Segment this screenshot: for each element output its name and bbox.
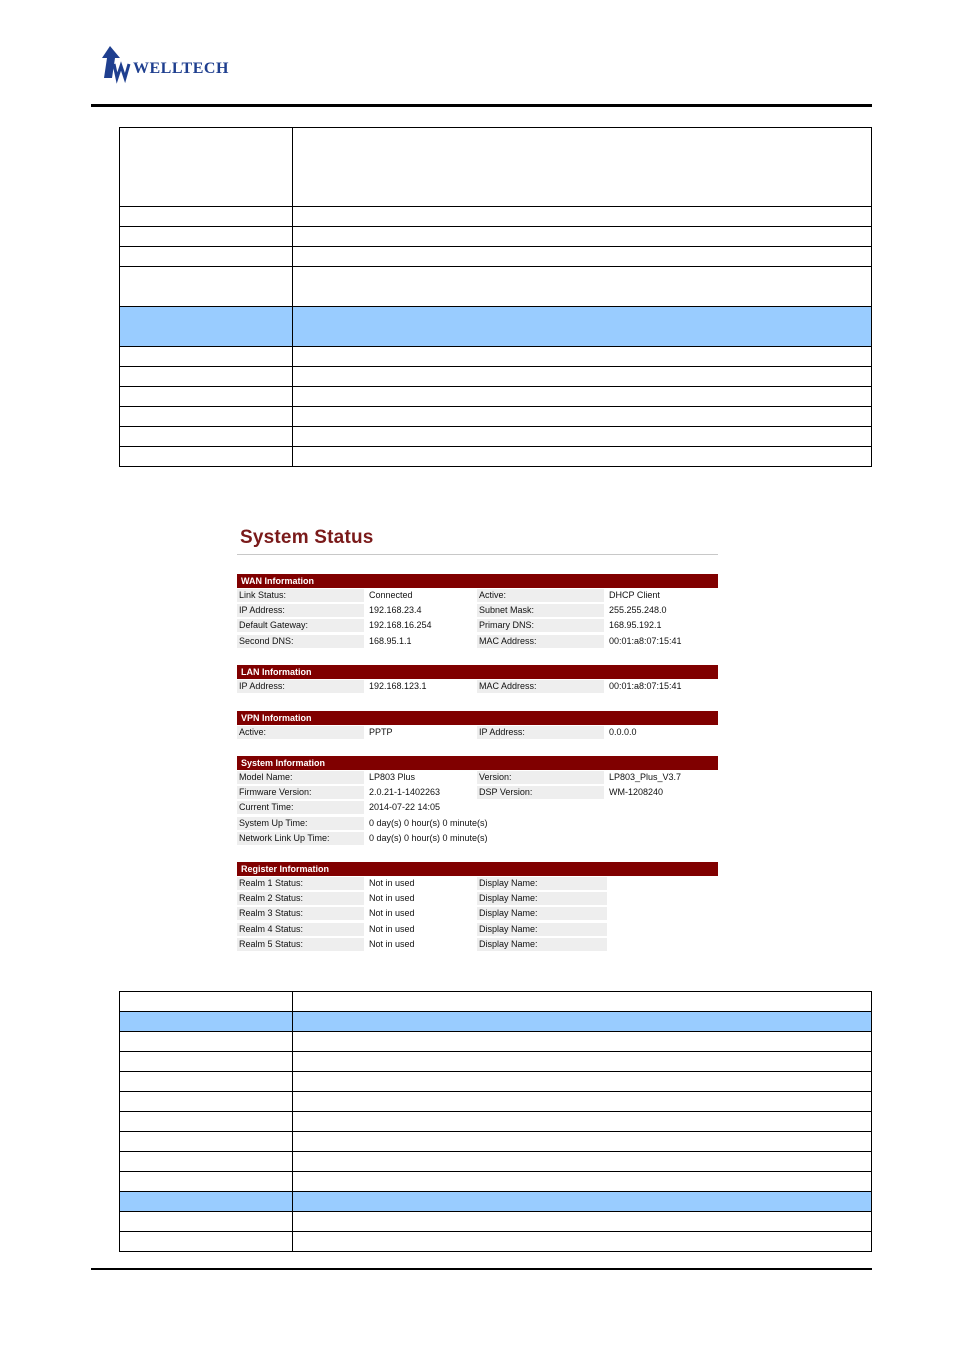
table-row bbox=[120, 1152, 872, 1172]
title-divider bbox=[237, 554, 718, 555]
field-label: Realm 3 Status: bbox=[237, 907, 364, 920]
field-value: 0 day(s) 0 hour(s) 0 minute(s) bbox=[369, 832, 488, 843]
table-row bbox=[237, 770, 718, 785]
register-information-section bbox=[237, 862, 718, 952]
field-value: 192.168.23.4 bbox=[369, 605, 422, 616]
settings-table-top bbox=[119, 127, 872, 467]
page-title: System Status bbox=[240, 527, 374, 548]
table-row bbox=[237, 922, 718, 937]
field-value: 255.255.248.0 bbox=[609, 605, 667, 616]
table-row bbox=[120, 1072, 872, 1092]
field-label: MAC Address: bbox=[477, 680, 604, 693]
logo-text: WELLTECH bbox=[133, 60, 229, 77]
footer-rule bbox=[91, 1268, 872, 1270]
table-row bbox=[120, 1052, 872, 1072]
table-row bbox=[237, 634, 718, 649]
field-label: Link Status: bbox=[237, 589, 364, 602]
welltech-logo bbox=[100, 44, 250, 84]
field-label: Realm 2 Status: bbox=[237, 892, 364, 905]
table-row bbox=[120, 992, 872, 1012]
table-row bbox=[120, 367, 872, 387]
field-value: Not in used bbox=[369, 878, 415, 888]
field-label: Primary DNS: bbox=[477, 619, 604, 632]
table-row bbox=[120, 1092, 872, 1112]
field-label: Display Name: bbox=[477, 923, 607, 936]
table-row bbox=[237, 876, 718, 891]
field-value: PPTP bbox=[369, 727, 393, 737]
field-label: Model Name: bbox=[237, 771, 364, 784]
field-label: Current Time: bbox=[237, 801, 364, 814]
table-row-highlight bbox=[120, 1012, 872, 1032]
table-row bbox=[237, 588, 718, 603]
field-label: Display Name: bbox=[477, 877, 607, 890]
wan-information-section bbox=[237, 574, 718, 649]
table-row bbox=[120, 227, 872, 247]
table-row bbox=[120, 407, 872, 427]
table-row bbox=[237, 618, 718, 633]
table-row bbox=[237, 937, 718, 952]
field-value bbox=[607, 877, 609, 890]
table-row bbox=[120, 1112, 872, 1132]
field-value: LP803 Plus bbox=[369, 772, 416, 782]
field-label: DSP Version: bbox=[477, 786, 604, 799]
table-row bbox=[120, 1232, 872, 1252]
field-label: IP Address: bbox=[237, 604, 364, 617]
field-value: DHCP Client bbox=[609, 590, 660, 600]
field-value: 2014-07-22 14:05 bbox=[369, 802, 441, 813]
section-header: LAN Information bbox=[237, 665, 718, 679]
field-label: Realm 1 Status: bbox=[237, 877, 364, 890]
field-value: LP803_Plus_V3.7 bbox=[609, 772, 682, 782]
field-label: Second DNS: bbox=[237, 635, 364, 648]
table-row bbox=[237, 816, 718, 831]
table-row bbox=[237, 679, 718, 694]
table-row bbox=[120, 267, 872, 307]
field-label: System Up Time: bbox=[237, 817, 364, 830]
field-value: 168.95.1.1 bbox=[369, 635, 412, 646]
lan-information-section bbox=[237, 665, 718, 694]
field-value: Not in used bbox=[369, 893, 415, 904]
field-label: IP Address: bbox=[477, 726, 604, 739]
field-label: Realm 5 Status: bbox=[237, 938, 364, 951]
table-row bbox=[237, 831, 718, 846]
field-value: 00:01:a8:07:15:41 bbox=[609, 681, 682, 691]
table-row bbox=[120, 427, 872, 447]
field-value bbox=[607, 923, 609, 936]
field-value: 192.168.16.254 bbox=[369, 620, 432, 631]
section-header: Register Information bbox=[237, 862, 718, 876]
field-value: Not in used bbox=[369, 908, 415, 919]
system-status-panel bbox=[237, 524, 718, 555]
table-row-highlight bbox=[120, 307, 872, 347]
field-label: Display Name: bbox=[477, 938, 607, 951]
field-label: Network Link Up Time: bbox=[237, 832, 364, 845]
table-row bbox=[120, 128, 872, 207]
field-value bbox=[607, 892, 609, 905]
table-row bbox=[237, 800, 718, 815]
field-label: Firmware Version: bbox=[237, 786, 364, 799]
field-label: Default Gateway: bbox=[237, 619, 364, 632]
settings-table-bottom bbox=[119, 991, 872, 1252]
field-value: Not in used bbox=[369, 923, 415, 934]
field-label: Active: bbox=[477, 589, 604, 602]
field-value bbox=[607, 907, 609, 920]
field-label: Display Name: bbox=[477, 892, 607, 905]
field-value: WM-1208240 bbox=[609, 787, 664, 798]
table-row bbox=[237, 603, 718, 618]
field-value: 168.95.192.1 bbox=[609, 620, 662, 631]
field-value: 0.0.0.0 bbox=[609, 727, 637, 737]
table-row bbox=[120, 207, 872, 227]
section-header: System Information bbox=[237, 756, 718, 770]
vpn-information-section bbox=[237, 711, 718, 740]
table-row bbox=[120, 387, 872, 407]
header-rule bbox=[91, 104, 872, 107]
field-value: Connected bbox=[369, 590, 413, 600]
table-row bbox=[120, 1132, 872, 1152]
table-row bbox=[120, 247, 872, 267]
table-row bbox=[120, 447, 872, 467]
field-value: 192.168.123.1 bbox=[369, 681, 427, 691]
section-header: WAN Information bbox=[237, 574, 718, 588]
section-header: VPN Information bbox=[237, 711, 718, 725]
field-label: Version: bbox=[477, 771, 604, 784]
field-value bbox=[607, 938, 609, 951]
system-information-section bbox=[237, 756, 718, 846]
table-row bbox=[237, 725, 718, 740]
field-label: Realm 4 Status: bbox=[237, 923, 364, 936]
table-row bbox=[120, 1212, 872, 1232]
table-row bbox=[120, 1032, 872, 1052]
field-value: 0 day(s) 0 hour(s) 0 minute(s) bbox=[369, 817, 488, 828]
table-row bbox=[237, 906, 718, 921]
field-label: Display Name: bbox=[477, 907, 607, 920]
field-label: Active: bbox=[237, 726, 364, 739]
table-row bbox=[120, 1172, 872, 1192]
field-value: Not in used bbox=[369, 938, 415, 949]
field-label: MAC Address: bbox=[477, 635, 604, 648]
field-label: IP Address: bbox=[237, 680, 364, 693]
field-value: 00:01:a8:07:15:41 bbox=[609, 635, 682, 646]
table-row bbox=[120, 347, 872, 367]
table-row bbox=[237, 785, 718, 800]
field-label: Subnet Mask: bbox=[477, 604, 604, 617]
table-row-highlight bbox=[120, 1192, 872, 1212]
field-value: 2.0.21-1-1402263 bbox=[369, 787, 441, 798]
table-row bbox=[237, 891, 718, 906]
